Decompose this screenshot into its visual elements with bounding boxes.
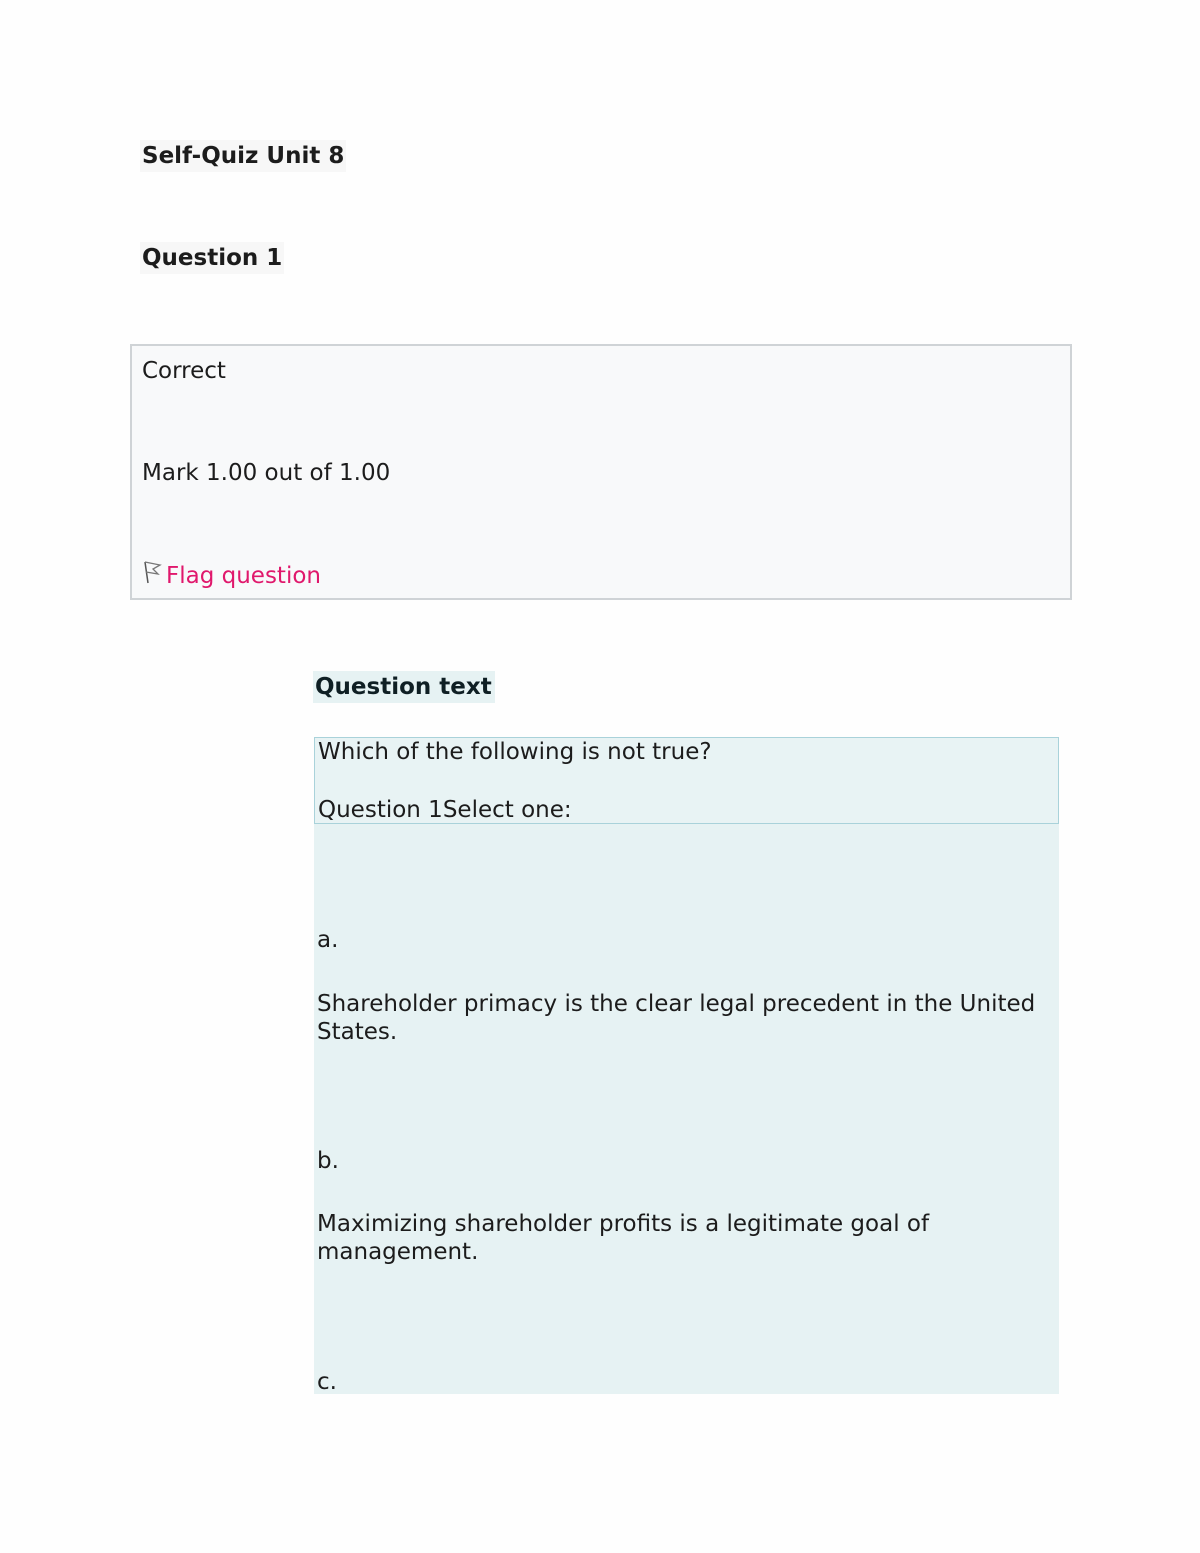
question-info-box: [130, 344, 1072, 600]
option-b-text[interactable]: Maximizing shareholder profits is a legitimate goal of management.: [317, 1211, 930, 1265]
question-status: Correct: [142, 358, 226, 384]
page-title: Self-Quiz Unit 8: [140, 140, 346, 172]
question-prompt: Which of the following is not true?: [318, 739, 712, 765]
select-one-prompt: Question 1Select one:: [318, 797, 572, 823]
question-mark: Mark 1.00 out of 1.00: [142, 460, 391, 486]
option-b-letter[interactable]: b.: [317, 1148, 339, 1174]
question-heading: Question 1: [140, 242, 284, 274]
question-prompt-box: [314, 737, 1059, 824]
option-c-letter[interactable]: c.: [317, 1369, 337, 1395]
answer-area: [314, 737, 1059, 1394]
question-text-label: Question text: [313, 671, 495, 703]
option-a-text[interactable]: Shareholder primacy is the clear legal precedent in the United States.: [317, 991, 1036, 1045]
flag-question-link[interactable]: [142, 560, 321, 592]
flag-question-label[interactable]: Flag question: [166, 563, 321, 589]
flag-icon[interactable]: [142, 560, 166, 592]
option-a-letter[interactable]: a.: [317, 927, 339, 953]
